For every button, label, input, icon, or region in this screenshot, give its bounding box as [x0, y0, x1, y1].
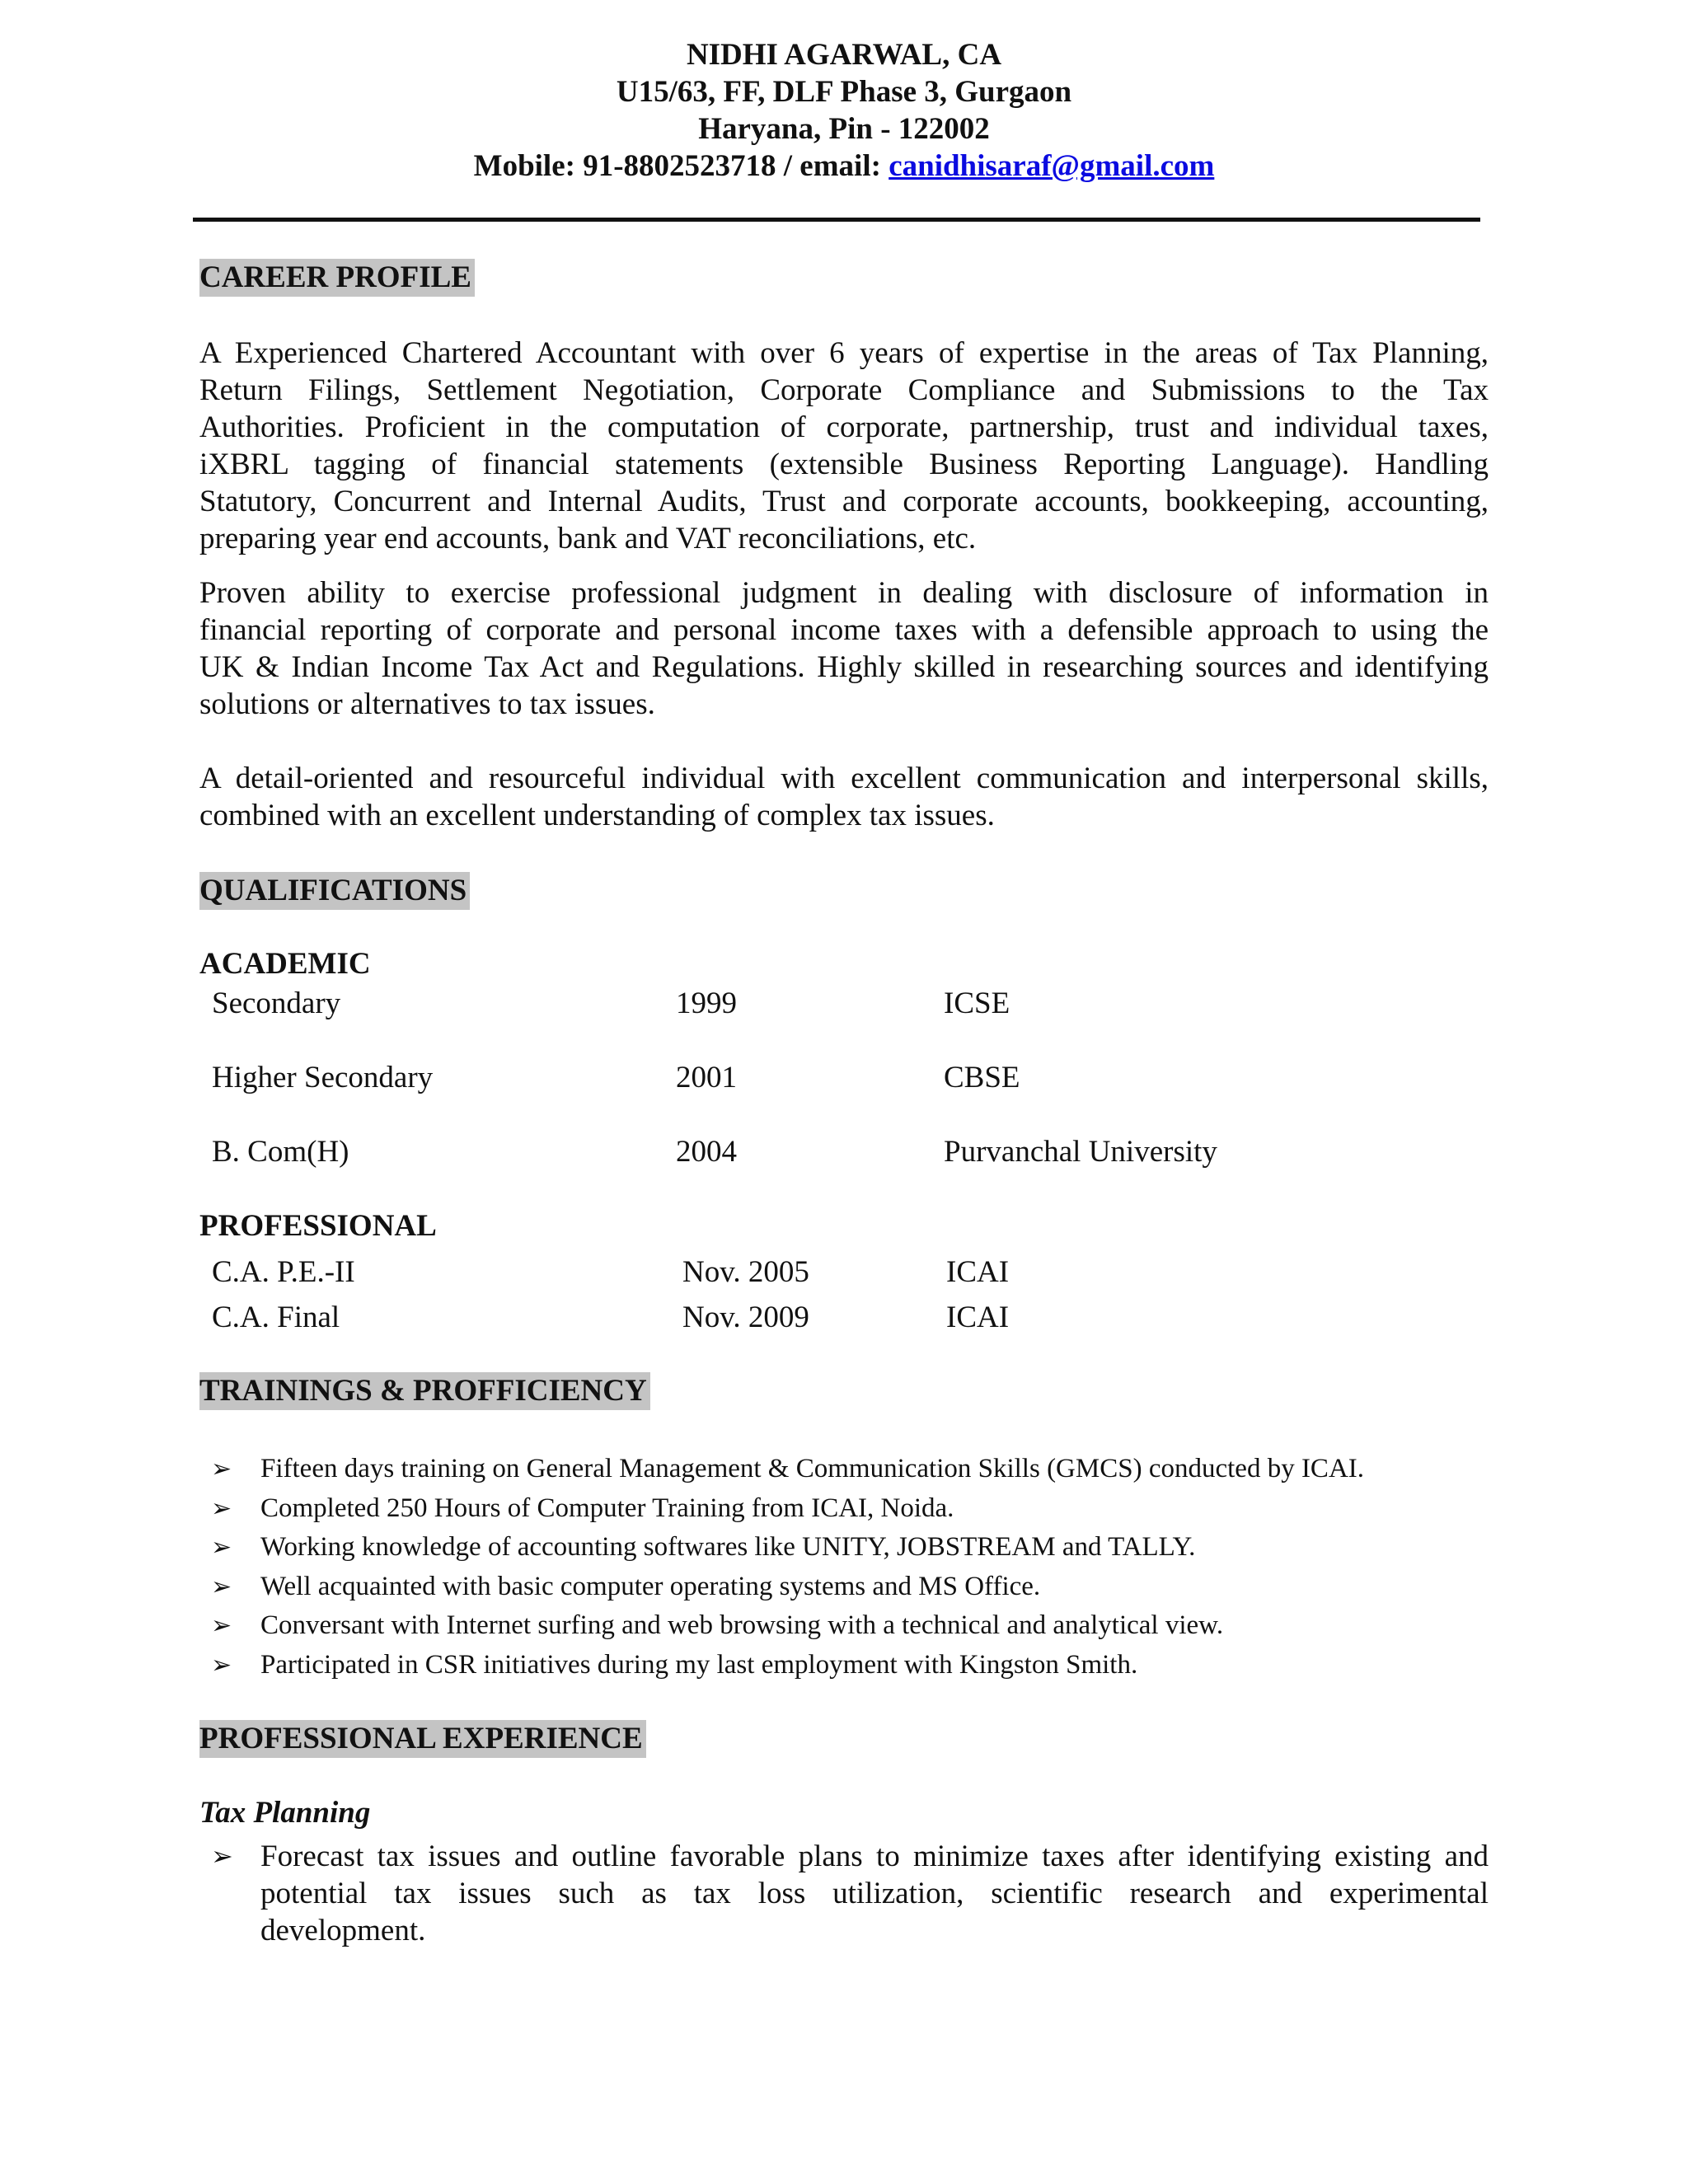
list-item-text: Working knowledge of accounting softwares like UNITY, JOBSTREAM and TALLY. [260, 1532, 1196, 1562]
para2-line: solutions or alternatives to tax issues. [199, 687, 655, 721]
arrow-bullet-icon: ➢ [211, 1534, 232, 1561]
list-item [211, 1489, 1489, 1529]
list-item [211, 1838, 1489, 1949]
course-cell: C.A. Final [212, 1301, 340, 1334]
arrow-bullet-icon: ➢ [211, 1841, 233, 1871]
career-profile-paragraph-2 [199, 574, 1489, 723]
career-profile-paragraph-3 [199, 760, 1489, 834]
address-line-1: U15/63, FF, DLF Phase 3, Gurgaon [616, 75, 1072, 109]
year-cell: Nov. 2009 [682, 1301, 809, 1334]
list-item [211, 1606, 1489, 1646]
professional-row [0, 1254, 1688, 1291]
para3-line: combined with an excellent understanding of complex tax issues. [199, 799, 995, 832]
para2-line: Proven ability to exercise professional judgment in dealing with disclosure of information in [199, 576, 1489, 610]
professional-heading: PROFESSIONAL [199, 1209, 437, 1243]
academic-row [0, 986, 1688, 1022]
board-cell: CBSE [944, 1061, 1020, 1094]
year-cell: 2001 [676, 1061, 737, 1094]
experience-line: potential tax issues such as tax loss utilization, scientific research and experimental [260, 1877, 1489, 1910]
candidate-name: NIDHI AGARWAL, CA [686, 38, 1002, 72]
arrow-bullet-icon: ➢ [211, 1572, 232, 1601]
trainings-list [211, 1450, 1489, 1685]
tax-planning-subheading: Tax Planning [199, 1796, 371, 1830]
para1-line: Authorities. Proficient in the computation of corporate, partnership, trust and individual taxes, [199, 410, 1489, 444]
list-item-text: Fifteen days training on General Management & Communication Skills (GMCS) conducted by ICAI. [260, 1454, 1365, 1483]
para1-line: Statutory, Concurrent and Internal Audits, Trust and corporate accounts, bookkeeping, accounting, [199, 485, 1489, 518]
academic-heading: ACADEMIC [199, 947, 371, 981]
board-cell: ICSE [944, 987, 1010, 1020]
experience-line: Forecast tax issues and outline favorable plans to minimize taxes after identifying existing and [260, 1840, 1489, 1873]
course-cell: C.A. P.E.-II [212, 1255, 355, 1289]
trainings-heading: TRAININGS & PROFFICIENCY [199, 1372, 650, 1410]
professional-row [0, 1300, 1688, 1336]
email-link[interactable]: canidhisaraf@gmail.com [889, 149, 1215, 183]
career-profile-heading: CAREER PROFILE [199, 259, 475, 297]
list-item [211, 1646, 1489, 1685]
list-item-text: Well acquainted with basic computer operating systems and MS Office. [260, 1571, 1041, 1601]
year-cell: 2004 [676, 1135, 737, 1169]
academic-row [0, 1060, 1688, 1096]
contact-prefix: Mobile: 91-8802523718 / email: [473, 149, 889, 183]
list-item [211, 1450, 1489, 1489]
para2-line: UK & Indian Income Tax Act and Regulations. Highly skilled in researching sources and identifying [199, 650, 1489, 684]
arrow-bullet-icon: ➢ [211, 1494, 232, 1522]
list-item-text: Participated in CSR initiatives during my last employment with Kingston Smith. [260, 1649, 1138, 1680]
board-cell: ICAI [946, 1255, 1010, 1289]
qualifications-heading: QUALIFICATIONS [199, 872, 470, 910]
year-cell: 1999 [676, 987, 737, 1020]
year-cell: Nov. 2005 [682, 1255, 809, 1289]
list-item-text: Completed 250 Hours of Computer Training from ICAI, Noida. [260, 1493, 954, 1523]
para2-line: financial reporting of corporate and personal income taxes with a defensible approach to using the [199, 613, 1489, 647]
experience-list [211, 1838, 1489, 1949]
course-cell: Secondary [212, 987, 341, 1020]
academic-row [0, 1134, 1688, 1170]
experience-heading: PROFESSIONAL EXPERIENCE [199, 1720, 646, 1758]
career-profile-paragraph-1 [199, 335, 1489, 557]
para1-line: preparing year end accounts, bank and VAT reconciliations, etc. [199, 522, 977, 555]
para1-line: A Experienced Chartered Accountant with over 6 years of expertise in the areas of Tax Planning, [199, 336, 1489, 370]
address-line-2: Haryana, Pin - 122002 [698, 112, 990, 146]
list-item-text: Conversant with Internet surfing and web browsing with a technical and analytical view. [260, 1610, 1224, 1640]
course-cell: B. Com(H) [212, 1135, 349, 1169]
para3-line: A detail-oriented and resourceful individual with excellent communication and interpersonal skills, [199, 762, 1489, 795]
course-cell: Higher Secondary [212, 1061, 434, 1094]
resume-header [0, 36, 1688, 185]
list-item [211, 1528, 1489, 1568]
board-cell: Purvanchal University [944, 1135, 1217, 1169]
para1-line: iXBRL tagging of financial statements (extensible Business Reporting Language). Handling [199, 448, 1489, 481]
header-divider [193, 218, 1480, 222]
arrow-bullet-icon: ➢ [211, 1455, 232, 1483]
arrow-bullet-icon: ➢ [211, 1651, 232, 1679]
list-item [211, 1568, 1489, 1607]
contact-line [0, 148, 1688, 185]
board-cell: ICAI [946, 1301, 1010, 1334]
arrow-bullet-icon: ➢ [211, 1612, 232, 1639]
experience-line: development. [260, 1914, 426, 1947]
para1-line: Return Filings, Settlement Negotiation, Corporate Compliance and Submissions to the Tax [199, 373, 1489, 407]
